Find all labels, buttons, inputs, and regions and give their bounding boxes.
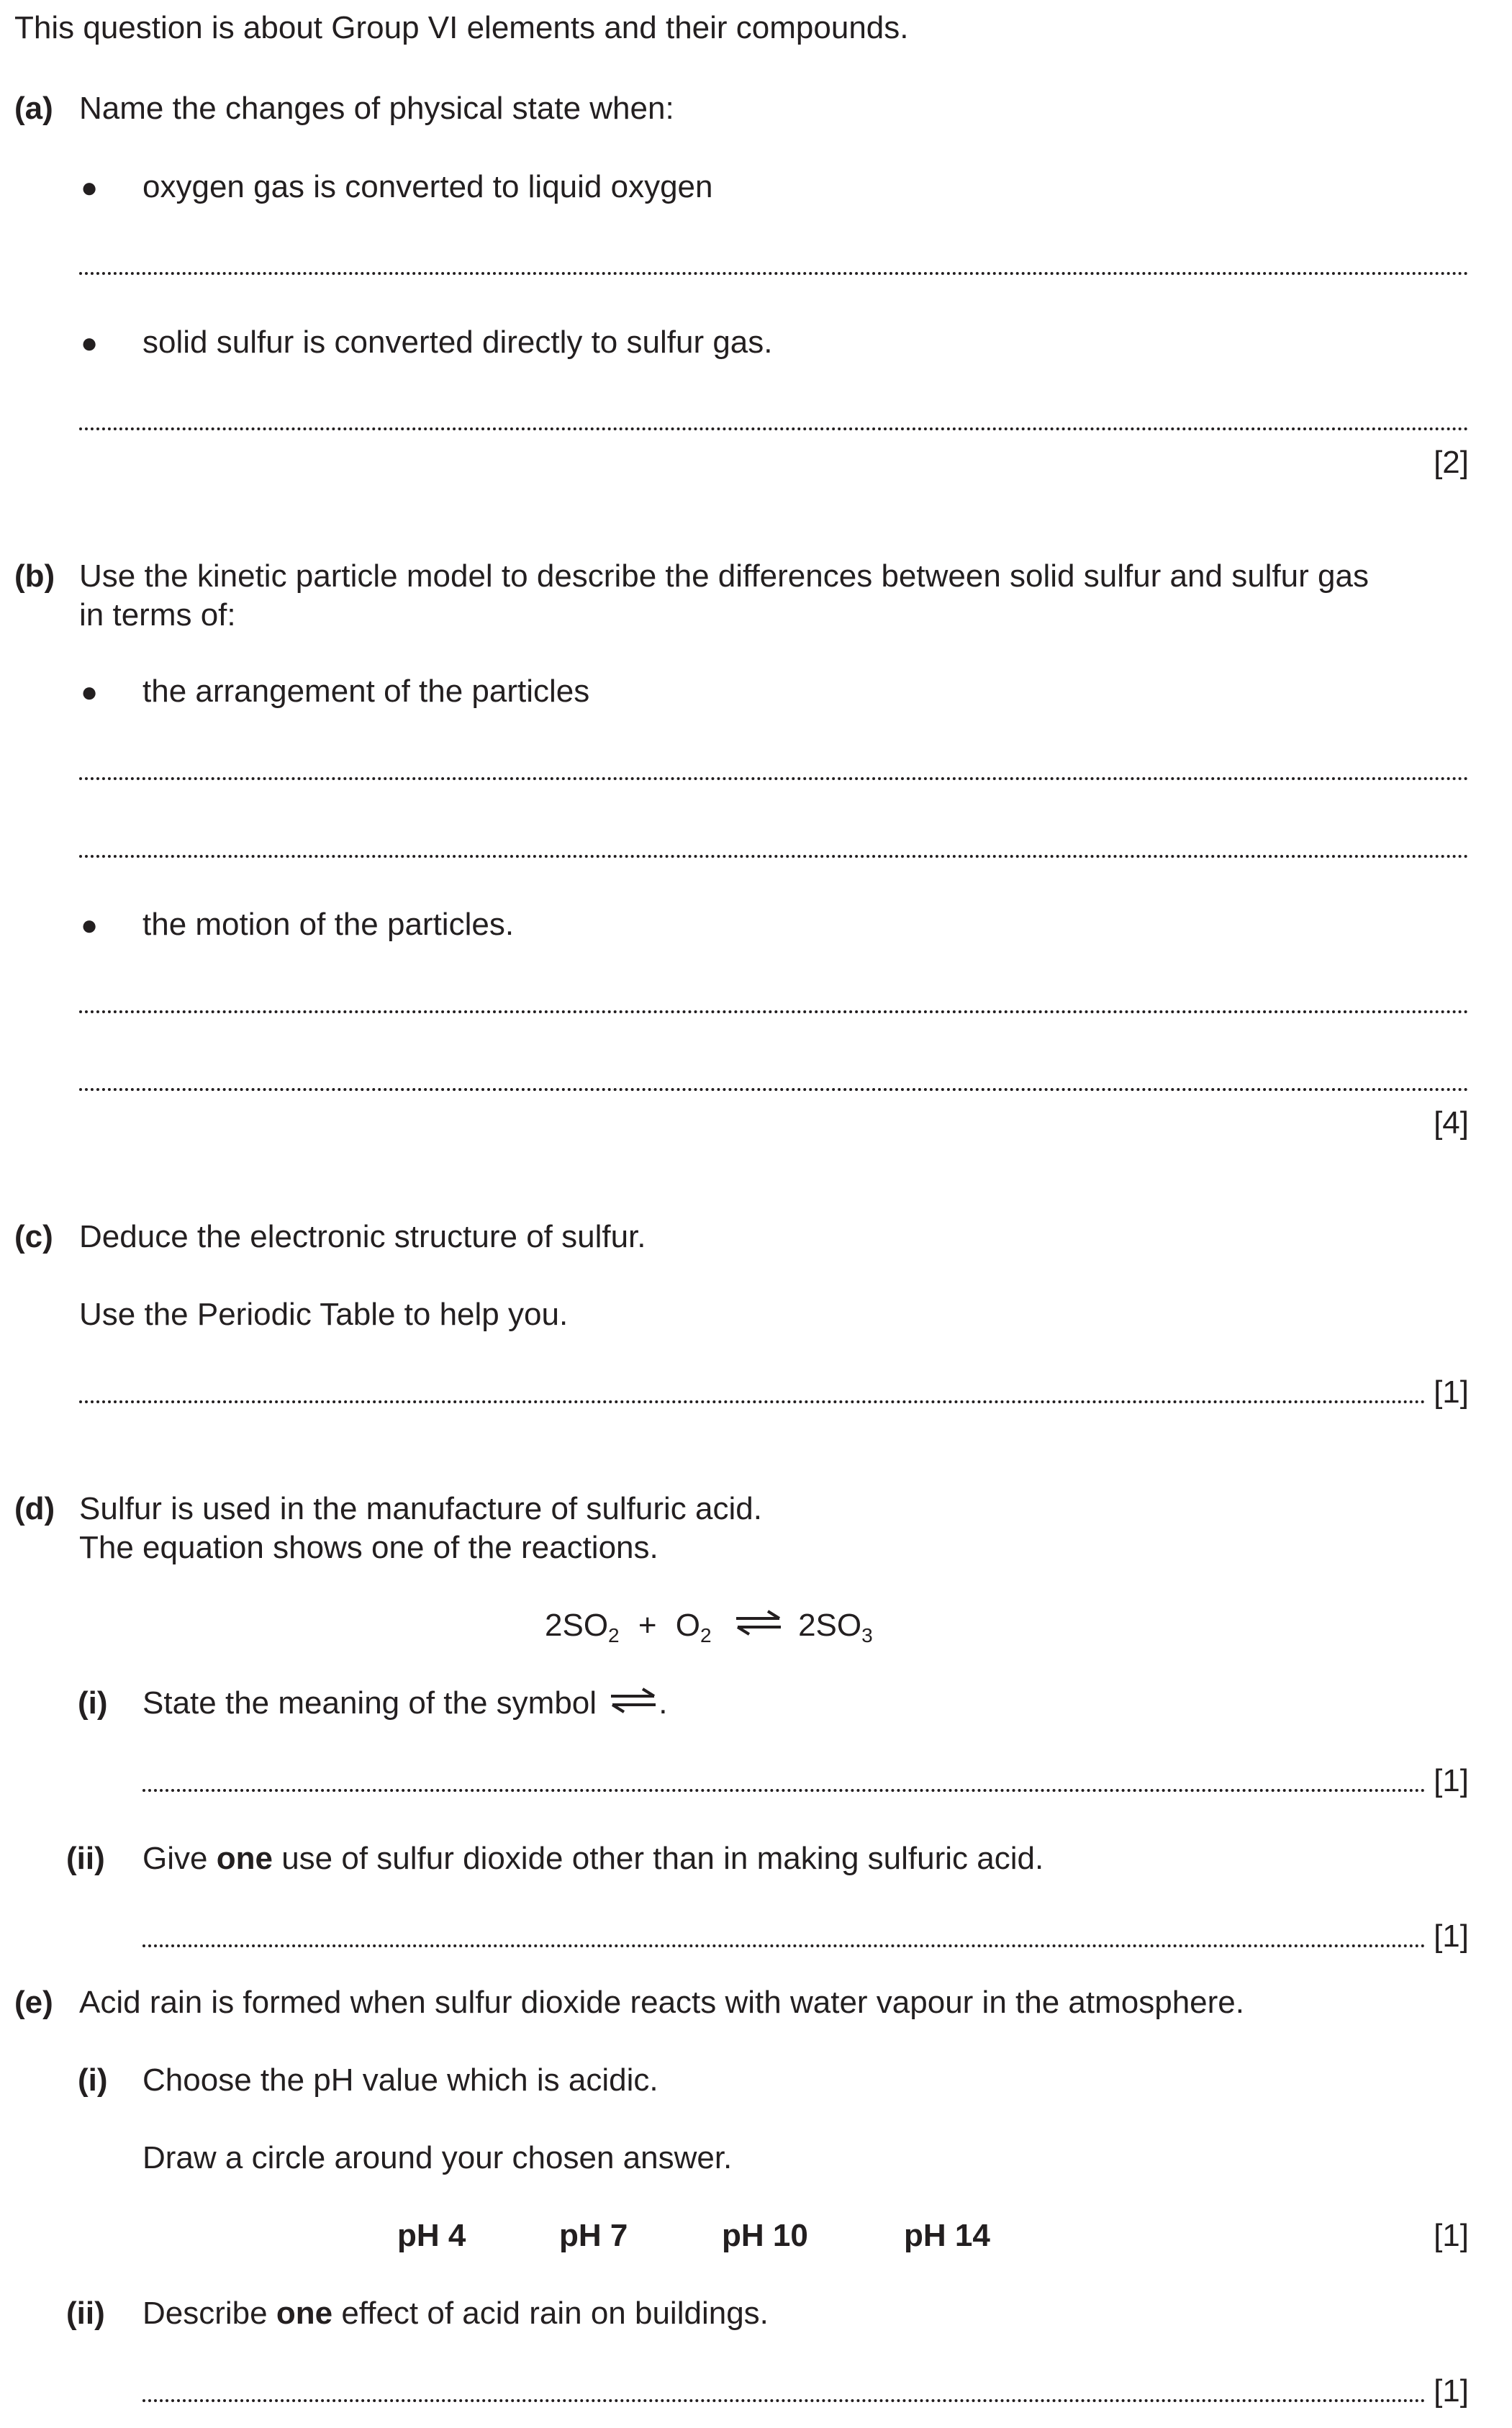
answer-line-a2[interactable] xyxy=(79,427,1469,430)
part-b-bullet-2: the motion of the particles. xyxy=(142,907,515,942)
part-e-i-instruction: Draw a circle around your chosen answer. xyxy=(142,2140,733,2175)
part-d-ii-label: (ii) xyxy=(66,1841,105,1876)
equilibrium-symbol-icon xyxy=(608,1685,658,1725)
part-b-prompt-line1: Use the kinetic particle model to describe the differences between solid sulfur and sulfur gas xyxy=(79,558,1369,594)
part-d-prompt-line1: Sulfur is used in the manufacture of sulfuric acid. xyxy=(79,1491,762,1526)
ph-option-7[interactable]: pH 7 xyxy=(559,2218,628,2253)
product-so3: $2SO_3$ xyxy=(798,1608,873,1646)
bullet-icon: ● xyxy=(81,910,99,941)
part-e-ii-label: (ii) xyxy=(66,2296,105,2331)
part-b-label: (b) xyxy=(14,558,55,594)
part-d-i-marks: [1] xyxy=(1434,1763,1469,1798)
answer-line-c[interactable] xyxy=(79,1400,1426,1403)
equilibrium-arrows-icon xyxy=(733,1608,784,1647)
part-b-marks: [4] xyxy=(1434,1105,1469,1141)
plus-sign: + xyxy=(638,1608,657,1643)
part-b-bullet-1: the arrangement of the particles xyxy=(142,674,590,709)
bullet-icon: ● xyxy=(81,172,99,204)
ph-option-14[interactable]: pH 14 xyxy=(904,2218,990,2253)
bullet-icon: ● xyxy=(81,676,99,708)
part-e-i-text: Choose the pH value which is acidic. xyxy=(142,2062,658,2098)
answer-line-e-ii[interactable] xyxy=(142,2399,1426,2402)
part-e-label: (e) xyxy=(14,1985,53,2020)
ph-option-10[interactable]: pH 10 xyxy=(722,2218,808,2253)
part-b-prompt-line2: in terms of: xyxy=(79,597,236,633)
part-d-prompt-line2: The equation shows one of the reactions. xyxy=(79,1530,658,1565)
part-c-label: (c) xyxy=(14,1219,53,1254)
part-e-ii-marks: [1] xyxy=(1434,2373,1469,2409)
part-a-label: (a) xyxy=(14,91,53,126)
reactant-o2: $O_2$ xyxy=(675,1608,712,1646)
part-e-ii-text: Describe one effect of acid rain on buildings. xyxy=(142,2296,769,2331)
part-d-i-label: (i) xyxy=(78,1685,108,1721)
part-c-prompt: Deduce the electronic structure of sulfur. xyxy=(79,1219,646,1254)
bullet-icon: ● xyxy=(81,327,99,359)
answer-line-a1[interactable] xyxy=(79,272,1469,275)
part-d-label: (d) xyxy=(14,1491,55,1526)
answer-line-d-i[interactable] xyxy=(142,1789,1426,1792)
answer-line-b3[interactable] xyxy=(79,1010,1469,1013)
answer-line-b4[interactable] xyxy=(79,1088,1469,1091)
answer-line-b1[interactable] xyxy=(79,777,1469,780)
part-d-ii-text: Give one use of sulfur dioxide other than in making sulfuric acid. xyxy=(142,1841,1044,1876)
answer-line-d-ii[interactable] xyxy=(142,1944,1426,1947)
part-a-prompt: Name the changes of physical state when: xyxy=(79,91,674,126)
reactant-so2: $2SO_2$ xyxy=(545,1608,620,1646)
part-a-bullet-2: solid sulfur is converted directly to sulfur gas. xyxy=(142,325,773,360)
part-a-bullet-1: oxygen gas is converted to liquid oxygen xyxy=(142,169,713,204)
part-c-marks: [1] xyxy=(1434,1374,1469,1410)
answer-line-b2[interactable] xyxy=(79,855,1469,858)
part-e-prompt: Acid rain is formed when sulfur dioxide reacts with water vapour in the atmosphere. xyxy=(79,1985,1244,2020)
part-d-ii-marks: [1] xyxy=(1434,1919,1469,1954)
part-d-i-text: State the meaning of the symbol . xyxy=(142,1684,668,1725)
chemical-equation xyxy=(545,1606,873,1647)
part-c-hint: Use the Periodic Table to help you. xyxy=(79,1297,569,1332)
part-e-i-marks: [1] xyxy=(1434,2218,1469,2253)
question-intro: This question is about Group VI elements and their compounds. xyxy=(14,10,909,45)
part-a-marks: [2] xyxy=(1434,445,1469,480)
part-e-i-label: (i) xyxy=(78,2062,108,2098)
ph-option-4[interactable]: pH 4 xyxy=(397,2218,466,2253)
